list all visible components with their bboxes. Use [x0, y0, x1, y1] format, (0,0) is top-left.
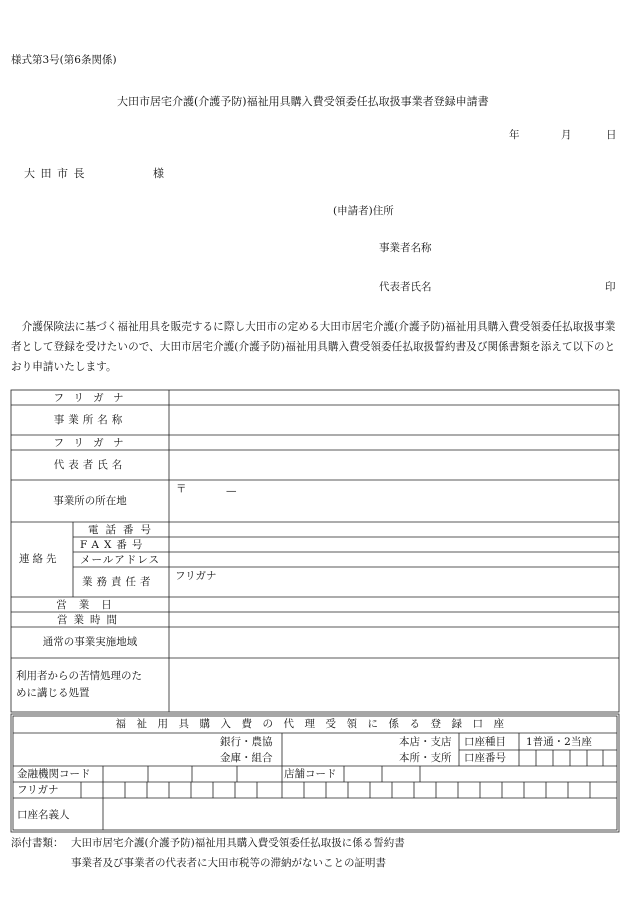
complaint-label-line2: めに講じる処置 — [16, 687, 90, 699]
bank-types-line1: 銀行・農協 — [220, 736, 273, 748]
addressee-name: 大 田 市 長 — [24, 167, 86, 180]
attachment-item-2: 事業者及び事業者の代表者に大田市税等の滞納がないことの証明書 — [71, 857, 386, 869]
furigana-label-2: フ リ ガ ナ — [53, 437, 127, 449]
postal-mark: 〒 — [176, 483, 187, 495]
bank-types-line2: 金庫・組合 — [220, 752, 273, 764]
date-year-label: 年 — [509, 129, 520, 141]
furigana-label-1: フ リ ガ ナ — [53, 392, 127, 404]
applicant-representative-label: 代表者氏名 — [379, 281, 432, 293]
bank-code-label: 金融機関コード — [17, 768, 91, 780]
account-number-label: 口座番号 — [464, 752, 506, 764]
application-statement: 介護保険法に基づく福祉用具を販売するに際し大田市の定める大田市居宅介護(介護予防)福祉用具購入費受領委任払取扱事業者として登録を受けたいので、大田市居宅介護(介護予防)福祉用具購入費受領委任払取扱誓約書及び関係書類を添えて以下のとおり申請いたします。 — [11, 321, 616, 373]
account-furigana-label: フリガナ — [17, 784, 59, 796]
manager-label: 業務責任者 — [82, 576, 155, 588]
fax-label: FAX番号 — [80, 539, 148, 551]
phone-label: 電話番号 — [88, 524, 158, 536]
office-location-label: 事業所の所在地 — [53, 495, 127, 507]
complaint-label-line1: 利用者からの苦情処理のた — [16, 670, 142, 682]
addressee-honorific: 様 — [153, 167, 164, 180]
form-number: 様式第3号(第6条関係) — [11, 54, 117, 66]
manager-furigana-label: フリガナ — [175, 570, 217, 582]
branch-types-line2: 本所・支所 — [399, 752, 452, 764]
applicant-business-name-label: 事業者名称 — [379, 242, 432, 254]
account-type-options: 1普通・2当座 — [526, 736, 592, 748]
applicant-address-label: (申請者)住所 — [333, 205, 394, 217]
attachment-item-1: 大田市居宅介護(介護予防)福祉用具購入費受領委任払取扱に係る誓約書 — [71, 837, 405, 849]
branch-code-label: 店舗コード — [284, 768, 337, 780]
representative-name-label: 代表者氏名 — [53, 459, 127, 471]
contact-label: 連絡先 — [19, 553, 60, 565]
date-day-label: 日 — [606, 129, 617, 141]
postal-dash: — — [226, 485, 237, 497]
account-type-label: 口座種目 — [464, 736, 506, 748]
attachments-label: 添付書類： — [11, 837, 64, 849]
seal-mark: 印 — [605, 281, 616, 293]
branch-types-line1: 本店・支店 — [399, 736, 452, 748]
service-area-label: 通常の事業実施地域 — [42, 636, 138, 648]
date-month-label: 月 — [561, 129, 572, 141]
business-days-label: 営業日 — [56, 599, 124, 611]
business-hours-label: 営業時間 — [57, 614, 123, 626]
account-header: 福祉用具購入費の代理受領に係る登録口座 — [115, 718, 515, 730]
account-holder-label: 口座名義人 — [17, 809, 70, 821]
page-title: 大田市居宅介護(介護予防)福祉用具購入費受領委任払取扱事業者登録申請書 — [117, 95, 489, 108]
office-name-label: 事業所名称 — [53, 414, 127, 426]
email-label: メールアドレス — [80, 554, 160, 566]
